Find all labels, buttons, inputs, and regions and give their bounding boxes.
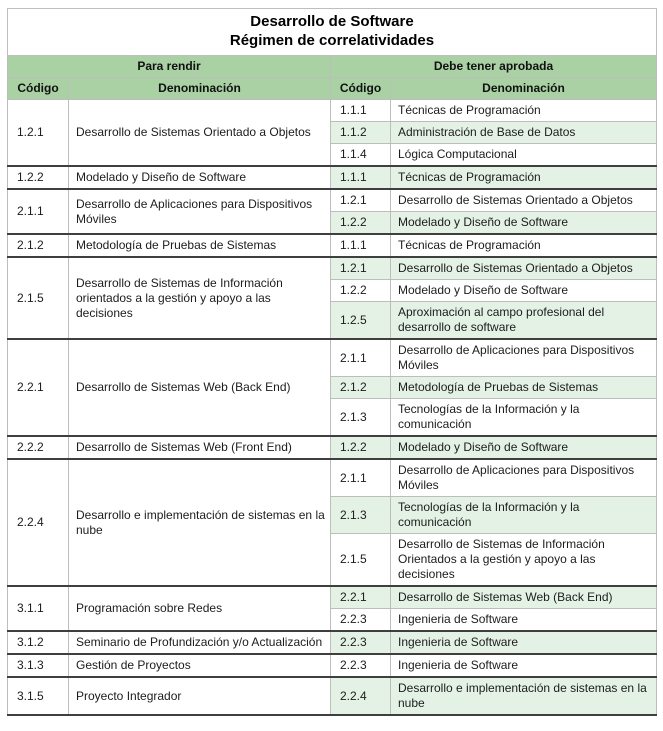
aprobada-codigo-cell: 2.2.3 [331,631,391,654]
aprobada-codigo-cell: 2.2.1 [331,586,391,609]
table-row [8,654,657,677]
aprobada-denominacion-cell: Tecnologías de la Información y la comunicación [391,497,657,534]
para-rendir-denominacion-cell: Desarrollo de Aplicaciones para Dispositivos Móviles [69,189,331,234]
aprobada-denominacion-cell: Desarrollo de Sistemas de Información Orientados a la gestión y apoyo a las decisiones [391,534,657,587]
para-rendir-denominacion-cell: Seminario de Profundización y/o Actualización [69,631,331,654]
aprobada-denominacion-cell: Desarrollo de Aplicaciones para Dispositivos Móviles [391,339,657,377]
aprobada-denominacion-cell: Técnicas de Programación [391,100,657,122]
para-rendir-codigo-cell: 1.2.1 [8,100,69,167]
header-denominacion-right: Denominación [391,78,657,100]
aprobada-codigo-cell: 1.1.1 [331,166,391,189]
aprobada-codigo-cell: 2.2.3 [331,654,391,677]
aprobada-codigo-cell: 2.1.3 [331,497,391,534]
title-line-2: Régimen de correlatividades [229,32,435,49]
para-rendir-denominacion-cell: Gestión de Proyectos [69,654,331,677]
aprobada-codigo-cell: 2.1.1 [331,459,391,497]
para-rendir-codigo-cell: 3.1.5 [8,677,69,715]
aprobada-denominacion-cell: Desarrollo e implementación de sistemas en la nube [391,677,657,715]
para-rendir-denominacion-cell: Desarrollo de Sistemas de Información orientados a la gestión y apoyo a las decisiones [69,257,331,339]
table-row [8,436,657,459]
aprobada-denominacion-cell: Metodología de Pruebas de Sistemas [391,377,657,399]
table-body [8,100,657,716]
aprobada-codigo-cell: 1.1.1 [331,234,391,257]
para-rendir-denominacion-cell: Metodología de Pruebas de Sistemas [69,234,331,257]
aprobada-codigo-cell: 1.2.5 [331,302,391,340]
para-rendir-denominacion-cell: Programación sobre Redes [69,586,331,631]
para-rendir-codigo-cell: 2.2.1 [8,339,69,436]
para-rendir-denominacion-cell: Desarrollo e implementación de sistemas en la nube [69,459,331,586]
aprobada-codigo-cell: 2.1.3 [331,399,391,437]
table-row [8,234,657,257]
aprobada-denominacion-cell: Modelado y Diseño de Software [391,280,657,302]
aprobada-denominacion-cell: Modelado y Diseño de Software [391,212,657,235]
aprobada-denominacion-cell: Desarrollo de Aplicaciones para Dispositivos Móviles [391,459,657,497]
para-rendir-denominacion-cell: Modelado y Diseño de Software [69,166,331,189]
aprobada-codigo-cell: 1.1.4 [331,144,391,167]
table-row [8,166,657,189]
aprobada-denominacion-cell: Ingenieria de Software [391,654,657,677]
para-rendir-codigo-cell: 2.2.2 [8,436,69,459]
group-header-row [8,56,657,78]
para-rendir-denominacion-cell: Desarrollo de Sistemas Orientado a Objetos [69,100,331,167]
header-denominacion-left: Denominación [69,78,331,100]
header-para-rendir: Para rendir [8,56,331,78]
aprobada-denominacion-cell: Desarrollo de Sistemas Web (Back End) [391,586,657,609]
para-rendir-codigo-cell: 2.1.2 [8,234,69,257]
title-row [8,9,657,56]
aprobada-codigo-cell: 1.2.2 [331,436,391,459]
aprobada-codigo-cell: 1.2.2 [331,212,391,235]
correlatividades-table [7,8,657,716]
header-codigo-left: Código [8,78,69,100]
aprobada-denominacion-cell: Ingenieria de Software [391,609,657,632]
para-rendir-codigo-cell: 3.1.2 [8,631,69,654]
table-row [8,586,657,609]
header-codigo-right: Código [331,78,391,100]
para-rendir-denominacion-cell: Proyecto Integrador [69,677,331,715]
table-row [8,189,657,212]
title-line-1: Desarrollo de Software [250,13,414,30]
aprobada-codigo-cell: 2.1.1 [331,339,391,377]
aprobada-denominacion-cell: Ingenieria de Software [391,631,657,654]
table-row [8,100,657,122]
aprobada-denominacion-cell: Tecnologías de la Información y la comunicación [391,399,657,437]
table-row [8,677,657,715]
page-title [8,9,657,56]
aprobada-denominacion-cell: Desarrollo de Sistemas Orientado a Objetos [391,257,657,280]
table-header [8,9,657,100]
aprobada-codigo-cell: 1.1.2 [331,122,391,144]
aprobada-codigo-cell: 2.2.3 [331,609,391,632]
table-row [8,631,657,654]
aprobada-denominacion-cell: Desarrollo de Sistemas Orientado a Objetos [391,189,657,212]
para-rendir-codigo-cell: 2.1.5 [8,257,69,339]
aprobada-codigo-cell: 1.2.1 [331,257,391,280]
para-rendir-denominacion-cell: Desarrollo de Sistemas Web (Back End) [69,339,331,436]
aprobada-denominacion-cell: Lógica Computacional [391,144,657,167]
table-row [8,459,657,497]
table-row [8,339,657,377]
aprobada-denominacion-cell: Modelado y Diseño de Software [391,436,657,459]
para-rendir-denominacion-cell: Desarrollo de Sistemas Web (Front End) [69,436,331,459]
aprobada-codigo-cell: 1.2.1 [331,189,391,212]
aprobada-codigo-cell: 1.2.2 [331,280,391,302]
aprobada-codigo-cell: 2.1.2 [331,377,391,399]
header-debe-tener-aprobada: Debe tener aprobada [331,56,657,78]
aprobada-denominacion-cell: Técnicas de Programación [391,234,657,257]
column-header-row [8,78,657,100]
para-rendir-codigo-cell: 1.2.2 [8,166,69,189]
aprobada-codigo-cell: 1.1.1 [331,100,391,122]
table-row [8,257,657,280]
para-rendir-codigo-cell: 3.1.3 [8,654,69,677]
para-rendir-codigo-cell: 2.2.4 [8,459,69,586]
aprobada-codigo-cell: 2.2.4 [331,677,391,715]
aprobada-codigo-cell: 2.1.5 [331,534,391,587]
para-rendir-codigo-cell: 2.1.1 [8,189,69,234]
para-rendir-codigo-cell: 3.1.1 [8,586,69,631]
aprobada-denominacion-cell: Técnicas de Programación [391,166,657,189]
aprobada-denominacion-cell: Administración de Base de Datos [391,122,657,144]
aprobada-denominacion-cell: Aproximación al campo profesional del desarrollo de software [391,302,657,340]
